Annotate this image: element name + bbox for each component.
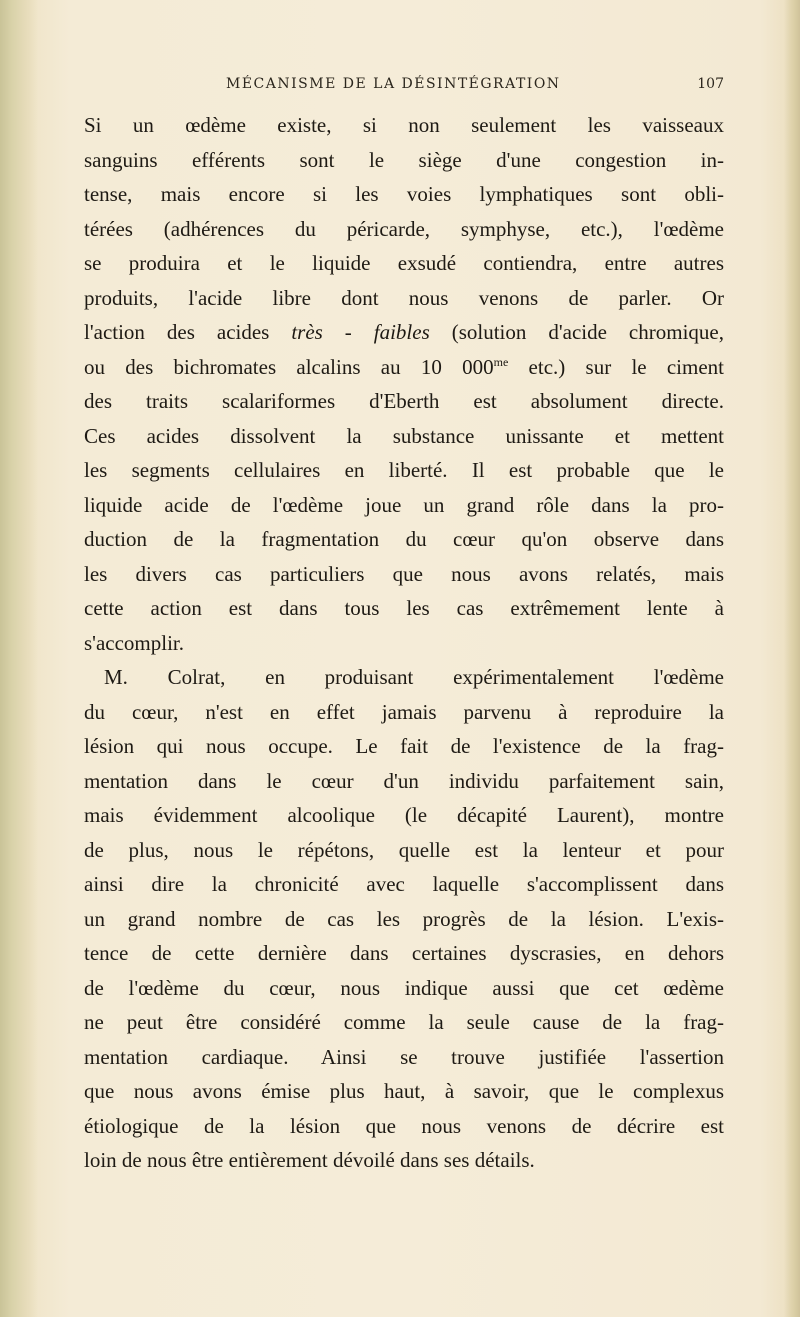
text-line-with-superscript: ou des bichromates alcalins au 10 $000^{me}$ etc.) sur le ciment — [84, 354, 725, 379]
text-line: ne peut être considéré comme la seule cause de la frag- — [84, 1010, 724, 1034]
text-line: les segments cellulaires en liberté. Il est probable que le — [84, 458, 724, 482]
text-line: tense, mais encore si les voies lymphatiques sont obli- — [84, 182, 724, 206]
italic-phrase: très - faibles — [291, 320, 430, 344]
text-line: mentation cardiaque. Ainsi se trouve justifiée l'assertion — [84, 1044, 724, 1069]
text-line: mais évidemment alcoolique (le décapité Laurent), montre — [84, 803, 724, 827]
text-line: Ces acides dissolvent la substance unissante et mettent — [84, 423, 724, 448]
text-line: un grand nombre de cas les progrès de la lésion. L'exis- — [84, 906, 724, 931]
text-line: de l'œdème du cœur, nous indique aussi que cet œdème — [84, 975, 724, 1000]
page-header — [226, 76, 724, 100]
text-line: M. Colrat, en produisant expérimentalement l'œdème — [104, 665, 724, 689]
text-line: liquide acide de l'œdème joue un grand rôle dans la pro- — [84, 492, 724, 517]
text-line: ainsi dire la chronicité avec laquelle s'accomplissent dans — [84, 872, 724, 896]
text-line: de plus, nous le répétons, quelle est la lenteur et pour — [84, 837, 724, 862]
page-edge-shadow — [784, 0, 800, 1317]
text-line-with-italic: l'action des acides très - faibles (solution d'acide chromique, — [84, 320, 724, 344]
text-line: térées (adhérences du péricarde, symphyse, etc.), l'œdème — [84, 216, 724, 241]
text-line: des traits scalariformes d'Eberth est absolument directe. — [84, 389, 724, 413]
page-number: 107 — [697, 76, 724, 92]
page-binding-shadow — [0, 0, 38, 1317]
text-line: que nous avons émise plus haut, à savoir, que le complexus — [84, 1079, 724, 1103]
text-line: Si un œdème existe, si non seulement les vaisseaux — [84, 113, 724, 137]
text-line: tence de cette dernière dans certaines dyscrasies, en dehors — [84, 941, 724, 965]
text-line: les divers cas particuliers que nous avons relatés, mais — [84, 561, 724, 586]
text-line: du cœur, n'est en effet jamais parvenu à reproduire la — [84, 699, 724, 724]
superscript: me — [493, 354, 509, 369]
text-line: mentation dans le cœur d'un individu parfaitement sain, — [84, 768, 724, 793]
text-line: étiologique de la lésion que nous venons de décrire est — [84, 1113, 724, 1138]
text-line: produits, l'acide libre dont nous venons de parler. Or — [84, 285, 724, 310]
text-line: lésion qui nous occupe. Le fait de l'existence de la frag- — [84, 734, 724, 758]
text-line: se produira et le liquide exsudé contiendra, entre autres — [84, 251, 724, 275]
text-line: sanguins efférents sont le siège d'une congestion in- — [84, 147, 724, 172]
running-title: MÉCANISME DE LA DÉSINTÉGRATION — [226, 76, 561, 92]
text-line: loin de nous être entièrement dévoilé dans ses détails. — [84, 1148, 535, 1172]
text-line: duction de la fragmentation du cœur qu'on observe dans — [84, 527, 724, 551]
body-text — [84, 108, 724, 1178]
text-line: s'accomplir. — [84, 630, 185, 655]
text-line: cette action est dans tous les cas extrêmement lente à — [84, 596, 724, 620]
